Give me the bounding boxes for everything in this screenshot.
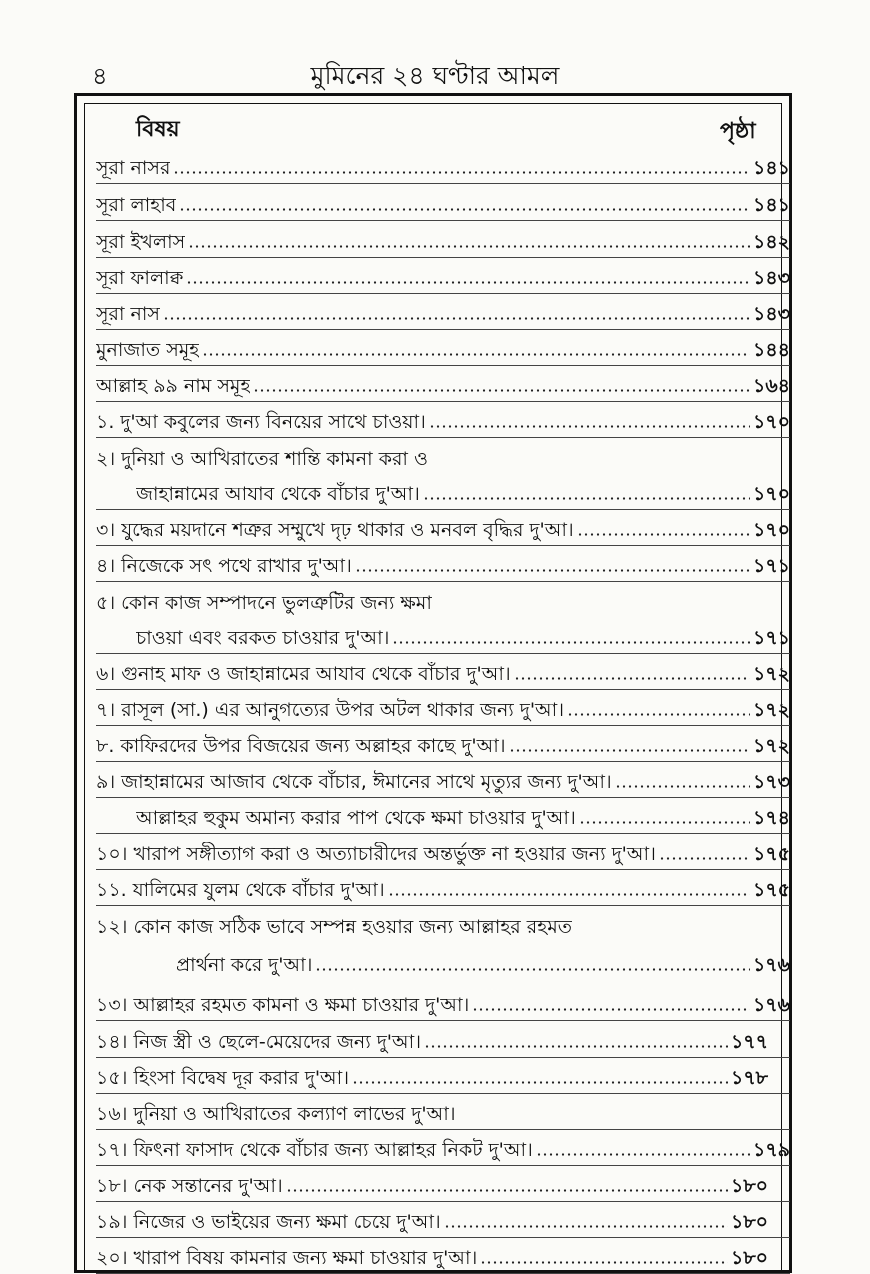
toc-entry-page: ১৭৪ [752, 807, 790, 829]
toc-entry [96, 546, 790, 582]
toc-entry-title: ১৩। আল্লাহর রহমত কামনা ও ক্ষমা চাওয়ার দু'আ। [96, 994, 470, 1016]
toc-entry-title: জাহান্নামের আযাব থেকে বাঁচার দু'আ। [136, 483, 420, 505]
toc-entry-page: ১৭৫ [752, 879, 790, 901]
toc-entry-title: ১. দু'আ কবুলের জন্য বিনয়ের সাথে চাওয়া। [96, 411, 426, 433]
toc-entry [96, 690, 790, 726]
dot-leader [480, 1261, 728, 1264]
toc-entry-page: ১৭৭ [730, 1031, 768, 1053]
toc-entry [96, 1022, 790, 1058]
toc-entry [96, 294, 790, 330]
toc-entry [96, 1166, 790, 1202]
dot-leader [579, 821, 750, 824]
dot-leader [315, 968, 749, 971]
toc-entry-title: ১৬। দুনিয়া ও আখিরাতের কল্যাণ লাভের দু'আ। [96, 1103, 456, 1125]
toc-entry-page: ১৭১ [752, 555, 790, 577]
dot-leader [286, 1189, 728, 1192]
toc-entry-title: ৩। যুদ্ধের ময়দানে শত্রুর সম্মুখে দৃঢ় থাকার ও মনবল বৃদ্ধির দু'আ। [96, 519, 574, 541]
toc-entry [96, 654, 790, 690]
toc-entry-title: আল্লাহর হুকুম অমান্য করার পাপ থেকে ক্ষমা চাওয়ার দু'আ। [136, 807, 576, 829]
toc-entry-page: ১৭৯ [752, 1139, 790, 1161]
toc-entry [96, 985, 790, 1021]
page-number: ৪ [92, 62, 108, 90]
toc-entry-page: ১৭২ [752, 663, 790, 685]
toc-entry [96, 185, 790, 221]
toc-entry-page: ১৪৩ [752, 303, 790, 325]
toc-entry-page: ১৭০ [752, 483, 790, 505]
toc-entry-page: ১৭০ [752, 411, 790, 433]
dot-leader [352, 1081, 728, 1084]
toc-entry-page: ১৪১ [753, 157, 790, 179]
toc-entry [96, 1202, 790, 1238]
dot-leader [253, 389, 750, 392]
toc-entry [96, 798, 790, 834]
dot-leader [514, 677, 750, 680]
toc-entry-page: ১৭৬ [752, 994, 790, 1016]
toc-entry [96, 438, 790, 474]
toc-entry [96, 1238, 790, 1274]
toc-entry-title: ৭। রাসূল (সা.) এর আনুগত্যের উপর অটল থাকার জন্য দু'আ। [96, 699, 565, 721]
dot-leader [355, 569, 750, 572]
toc-entry-page: ১৪৩ [752, 267, 790, 289]
dot-leader [163, 317, 750, 320]
toc-entry-title: সূরা নাস [96, 303, 160, 325]
page-heading: পৃষ্ঠা [720, 119, 756, 144]
toc-entry [96, 906, 790, 942]
toc-entry-title: ১৪। নিজ স্ত্রী ও ছেলে-মেয়েদের জন্য দু'আ। [96, 1031, 421, 1053]
toc-entry-title: ১০। খারাপ সঙ্গীত্যাগ করা ও অত্যাচারীদের অন্তর্ভুক্ত না হওয়ার জন্য দু'আ। [96, 843, 656, 865]
toc-entry [96, 402, 790, 438]
toc-entry [96, 618, 790, 654]
toc-entry-page: ১৪২ [752, 231, 790, 253]
toc-entry-page: ১৭৮ [730, 1067, 768, 1089]
toc-entry-title: মুনাজাত সমূহ [96, 339, 200, 361]
toc-entry [96, 1058, 790, 1094]
toc-entry [96, 834, 790, 870]
toc-entry-title: ১৯। নিজের ও ভাইয়ের জন্য ক্ষমা চেয়ে দু'আ। [96, 1211, 441, 1233]
dot-leader [567, 713, 750, 716]
toc-entry-title: ১২। কোন কাজ সঠিক ভাবে সম্পন্ন হওয়ার জন্য আল্লাহর রহমত [96, 916, 573, 938]
dot-leader [423, 497, 750, 500]
toc-entry-page: ১৮০ [730, 1175, 768, 1197]
toc-entry-page: ১৭২ [752, 699, 790, 721]
toc-entry [96, 1130, 790, 1166]
toc-entry-title: ১৮। নেক সন্তানের দু'আ। [96, 1175, 283, 1197]
toc-entry-title: ৪। নিজেকে সৎ পথে রাখার দু'আ। [96, 555, 352, 577]
toc-entry-page: ১৮০ [730, 1247, 768, 1269]
dot-leader [388, 893, 750, 896]
running-title: মুমিনের ২৪ ঘণ্টার আমল [310, 61, 560, 90]
toc-entry [96, 944, 790, 980]
toc-entry [96, 510, 790, 546]
dot-leader [444, 1225, 728, 1228]
toc-entry-page: ১৭১ [752, 627, 790, 649]
toc-entry-title: ৫। কোন কাজ সম্পাদনে ভুলত্রুটির জন্য ক্ষমা [96, 592, 432, 614]
toc-entry [96, 762, 790, 798]
toc-entry-page: ১৪৪ [753, 339, 790, 361]
dot-leader [429, 425, 750, 428]
dot-leader [536, 1153, 750, 1156]
dot-leader [188, 245, 750, 248]
dot-leader [509, 749, 750, 752]
toc-entry-page: ১৭৩ [752, 771, 790, 793]
toc-entry-title: সূরা নাসর [96, 157, 171, 179]
toc-entry [96, 366, 790, 402]
subject-heading: বিষয় [136, 117, 180, 142]
toc-entry [96, 582, 790, 618]
toc-entry-title: সূরা লাহাব [96, 194, 177, 216]
toc-entry [96, 148, 790, 184]
dot-leader [577, 533, 750, 536]
toc-entry-title: ২০। খারাপ বিষয় কামনার জন্য ক্ষমা চাওয়ার দু'আ। [96, 1247, 478, 1269]
dot-leader [392, 641, 750, 644]
toc-entry-title: ৯। জাহান্নামের আজাব থেকে বাঁচার, ঈমানের সাথে মৃত্যুর জন্য দু'আ। [96, 771, 612, 793]
toc-entry-page: ১৭৬ [752, 954, 790, 976]
dot-leader [179, 208, 750, 211]
toc-entry [96, 222, 790, 258]
toc-entry-title: ৮. কাফিরদের উপর বিজয়ের জন্য অল্লাহর কাছে দু'আ। [96, 735, 506, 757]
toc-entry-title: সূরা ইখলাস [96, 231, 186, 253]
toc-entry-page: ১৭০ [752, 519, 790, 541]
dot-leader [173, 171, 750, 174]
dot-leader [424, 1045, 728, 1048]
toc-entry [96, 870, 790, 906]
toc-entry-title: ২। দুনিয়া ও আখিরাতের শান্তি কামনা করা ও [96, 448, 428, 470]
dot-leader [472, 1008, 750, 1011]
toc-entry-title: ১১. যালিমের যুলম থেকে বাঁচার দু'আ। [96, 879, 385, 901]
dot-leader [615, 785, 750, 788]
toc-entry-title: চাওয়া এবং বরকত চাওয়ার দু'আ। [136, 627, 390, 649]
toc-entry-page: ১৭৫ [752, 843, 790, 865]
toc-entry-title: ৬। গুনাহ মাফ ও জাহান্নামের আযাব থেকে বাঁচার দু'আ। [96, 663, 511, 685]
toc-entry-page: ১৪১ [753, 194, 790, 216]
toc-entry [96, 474, 790, 510]
toc-entry [96, 1094, 790, 1130]
toc-entry-title: আল্লাহ ৯৯ নাম সমূহ [96, 375, 251, 397]
toc-entry-page: ১৮০ [730, 1211, 768, 1233]
dot-leader [186, 281, 750, 284]
toc-entry-page: ১৭২ [752, 735, 790, 757]
toc-entry-title: ১৭। ফিৎনা ফাসাদ থেকে বাঁচার জন্য আল্লাহর নিকট দু'আ। [96, 1139, 533, 1161]
toc-entry-title: সূরা ফালাক্ব [96, 267, 184, 289]
toc-entry [96, 726, 790, 762]
toc-entry-title: ১৫। হিংসা বিদ্বেষ দূর করার দু'আ। [96, 1067, 350, 1089]
toc-entry [96, 258, 790, 294]
toc-entry-title: প্রার্থনা করে দু'আ। [176, 954, 313, 976]
toc-entry [96, 330, 790, 366]
dot-leader [659, 857, 750, 860]
toc-entry-page: ১৬৪ [752, 375, 790, 397]
dot-leader [202, 353, 750, 356]
